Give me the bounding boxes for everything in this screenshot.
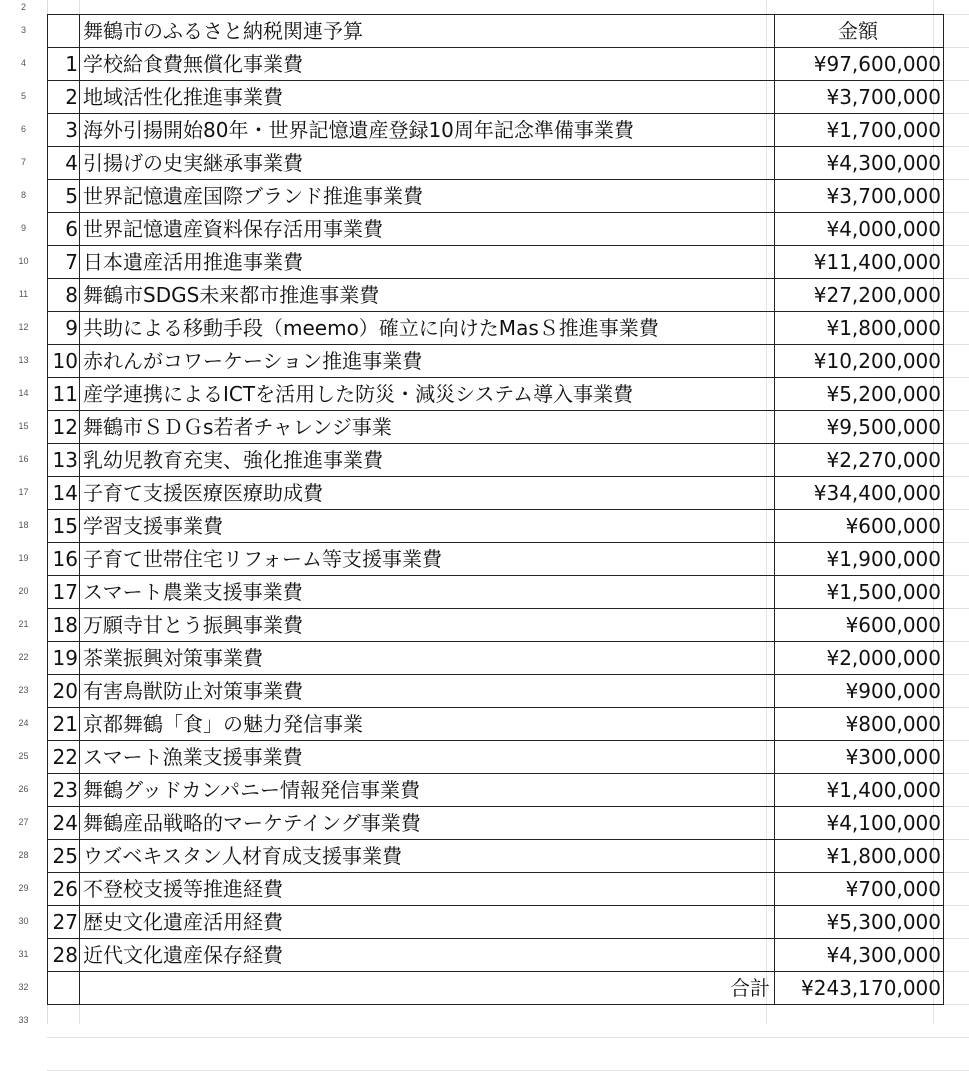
budget-table (47, 14, 944, 1005)
table-row (48, 906, 944, 939)
item-number-cell[interactable]: 12 (48, 411, 80, 444)
header-row (48, 15, 944, 48)
row-number[interactable]: 26 (18, 784, 29, 794)
item-name-cell[interactable]: 日本遺産活用推進事業費 (80, 246, 775, 279)
item-amount-cell[interactable]: ¥4,100,000 (775, 807, 944, 840)
row-number[interactable]: 2 (20, 2, 26, 12)
header-title-cell[interactable]: 舞鶴市のふるさと納税関連予算 (80, 15, 775, 48)
item-amount-cell[interactable]: ¥600,000 (775, 609, 944, 642)
row-number[interactable]: 14 (18, 388, 29, 398)
row-number[interactable]: 6 (20, 124, 26, 134)
item-amount-cell[interactable]: ¥27,200,000 (775, 279, 944, 312)
row-number[interactable]: 13 (18, 355, 29, 365)
item-amount-cell[interactable]: ¥3,700,000 (775, 180, 944, 213)
row-number[interactable]: 9 (20, 223, 26, 233)
row-number[interactable]: 23 (18, 685, 29, 695)
item-number-cell[interactable]: 16 (48, 543, 80, 576)
table-row (48, 246, 944, 279)
row-number[interactable]: 8 (20, 190, 26, 200)
row-number[interactable]: 12 (18, 322, 29, 332)
item-number-cell[interactable]: 26 (48, 873, 80, 906)
row-number[interactable]: 33 (18, 1015, 29, 1025)
item-amount-cell[interactable]: ¥600,000 (775, 510, 944, 543)
gridline (47, 1037, 969, 1038)
item-amount-cell[interactable]: ¥1,400,000 (775, 774, 944, 807)
item-name-cell[interactable]: 赤れんがコワーケーション推進事業費 (80, 345, 775, 378)
item-amount-cell[interactable]: ¥800,000 (775, 708, 944, 741)
table-row (48, 510, 944, 543)
table-row (48, 411, 944, 444)
item-number-cell[interactable]: 24 (48, 807, 80, 840)
item-amount-cell[interactable]: ¥11,400,000 (775, 246, 944, 279)
table-row (48, 642, 944, 675)
item-number-cell[interactable]: 19 (48, 642, 80, 675)
row-number[interactable]: 24 (18, 718, 29, 728)
item-amount-cell[interactable]: ¥1,700,000 (775, 114, 944, 147)
item-amount-cell[interactable]: ¥10,200,000 (775, 345, 944, 378)
item-amount-cell[interactable]: ¥2,270,000 (775, 444, 944, 477)
item-number-cell[interactable]: 6 (48, 213, 80, 246)
table-row (48, 114, 944, 147)
row-number[interactable]: 28 (18, 850, 29, 860)
item-name-cell[interactable]: 京都舞鶴「食」の魅力発信事業 (80, 708, 775, 741)
item-amount-cell[interactable]: ¥1,800,000 (775, 312, 944, 345)
item-amount-cell[interactable]: ¥300,000 (775, 741, 944, 774)
table-row (48, 741, 944, 774)
item-number-cell[interactable]: 25 (48, 840, 80, 873)
row-number[interactable]: 4 (20, 58, 26, 68)
item-amount-cell[interactable]: ¥5,200,000 (775, 378, 944, 411)
item-number-cell[interactable]: 11 (48, 378, 80, 411)
table-row (48, 774, 944, 807)
item-number-cell[interactable]: 17 (48, 576, 80, 609)
item-number-cell[interactable]: 28 (48, 939, 80, 972)
item-name-cell[interactable]: 万願寺甘とう振興事業費 (80, 609, 775, 642)
item-number-cell[interactable]: 4 (48, 147, 80, 180)
row-number[interactable]: 5 (20, 91, 26, 101)
row-number[interactable]: 10 (18, 256, 29, 266)
row-number[interactable]: 32 (18, 982, 29, 992)
table-row (48, 576, 944, 609)
item-number-cell[interactable]: 5 (48, 180, 80, 213)
item-number-cell[interactable]: 21 (48, 708, 80, 741)
item-name-cell[interactable]: 共助による移動手段（meemo）確立に向けたMasＳ推進事業費 (80, 312, 775, 345)
item-name-cell[interactable]: 子育て世帯住宅リフォーム等支援事業費 (80, 543, 775, 576)
item-name-cell[interactable]: 世界記憶遺産資料保存活用事業費 (80, 213, 775, 246)
header-number-cell[interactable] (48, 15, 80, 48)
item-number-cell[interactable]: 2 (48, 81, 80, 114)
item-number-cell[interactable]: 22 (48, 741, 80, 774)
item-name-cell[interactable]: ウズベキスタン人材育成支援事業費 (80, 840, 775, 873)
item-name-cell[interactable]: スマート漁業支援事業費 (80, 741, 775, 774)
item-amount-cell[interactable]: ¥2,000,000 (775, 642, 944, 675)
row-number[interactable]: 3 (20, 25, 26, 35)
item-amount-cell[interactable]: ¥1,900,000 (775, 543, 944, 576)
item-name-cell[interactable]: 引揚げの史実継承事業費 (80, 147, 775, 180)
item-name-cell[interactable]: 子育て支援医療医療助成費 (80, 477, 775, 510)
item-name-cell[interactable]: 乳幼児教育充実、強化推進事業費 (80, 444, 775, 477)
row-number[interactable]: 18 (18, 520, 29, 530)
row-number[interactable]: 19 (18, 553, 29, 563)
table-row (48, 48, 944, 81)
row-number[interactable]: 29 (18, 883, 29, 893)
item-name-cell[interactable]: 舞鶴市ＳＤＧs若者チャレンジ事業 (80, 411, 775, 444)
table-row (48, 345, 944, 378)
row-number[interactable]: 16 (18, 454, 29, 464)
item-name-cell[interactable]: 近代文化遺産保存経費 (80, 939, 775, 972)
table-row (48, 873, 944, 906)
item-number-cell[interactable]: 10 (48, 345, 80, 378)
table-row (48, 807, 944, 840)
row-number[interactable]: 31 (18, 949, 29, 959)
item-name-cell[interactable]: 舞鶴産品戦略的マーケテイング事業費 (80, 807, 775, 840)
table-row (48, 840, 944, 873)
item-name-cell[interactable]: 学習支援事業費 (80, 510, 775, 543)
table-row (48, 609, 944, 642)
item-amount-cell[interactable]: ¥1,500,000 (775, 576, 944, 609)
table-row (48, 708, 944, 741)
row-number[interactable]: 27 (18, 817, 29, 827)
item-number-cell[interactable]: 9 (48, 312, 80, 345)
table-row (48, 477, 944, 510)
row-number[interactable]: 15 (18, 421, 29, 431)
item-amount-cell[interactable]: ¥900,000 (775, 675, 944, 708)
item-number-cell[interactable]: 23 (48, 774, 80, 807)
row-number[interactable]: 7 (20, 157, 26, 167)
item-name-cell[interactable]: 学校給食費無償化事業費 (80, 48, 775, 81)
item-amount-cell[interactable]: ¥700,000 (775, 873, 944, 906)
total-label-cell[interactable]: 合計 (80, 972, 775, 1005)
table-row (48, 543, 944, 576)
table-row (48, 213, 944, 246)
item-name-cell[interactable]: 不登校支援等推進経費 (80, 873, 775, 906)
table-row (48, 180, 944, 213)
item-name-cell[interactable]: スマート農業支援事業費 (80, 576, 775, 609)
item-name-cell[interactable]: 舞鶴グッドカンパニー情報発信事業費 (80, 774, 775, 807)
row-number-gutter (0, 0, 48, 1024)
item-name-cell[interactable]: 有害鳥獣防止対策事業費 (80, 675, 775, 708)
item-name-cell[interactable]: 地域活性化推進事業費 (80, 81, 775, 114)
table-row (48, 939, 944, 972)
row-number[interactable]: 25 (18, 751, 29, 761)
item-number-cell[interactable]: 3 (48, 114, 80, 147)
item-number-cell[interactable]: 15 (48, 510, 80, 543)
item-name-cell[interactable]: 産学連携によるICTを活用した防災・減災システム導入事業費 (80, 378, 775, 411)
row-number[interactable]: 21 (18, 619, 29, 629)
table-row (48, 312, 944, 345)
row-number[interactable]: 11 (18, 289, 29, 299)
item-name-cell[interactable]: 歴史文化遺産活用経費 (80, 906, 775, 939)
item-number-cell[interactable]: 20 (48, 675, 80, 708)
table-row (48, 675, 944, 708)
item-amount-cell[interactable]: ¥3,700,000 (775, 81, 944, 114)
table-row (48, 147, 944, 180)
total-row (48, 972, 944, 1005)
row-number[interactable]: 20 (18, 586, 29, 596)
item-number-cell[interactable]: 13 (48, 444, 80, 477)
row-number[interactable]: 17 (18, 487, 29, 497)
item-number-cell[interactable]: 8 (48, 279, 80, 312)
row-number[interactable]: 22 (18, 652, 29, 662)
item-number-cell[interactable]: 14 (48, 477, 80, 510)
item-name-cell[interactable]: 茶業振興対策事業費 (80, 642, 775, 675)
table-row (48, 81, 944, 114)
item-number-cell[interactable]: 7 (48, 246, 80, 279)
item-number-cell[interactable]: 27 (48, 906, 80, 939)
total-amount-cell[interactable]: ¥243,170,000 (775, 972, 944, 1005)
header-amount-cell[interactable]: 金額 (775, 15, 944, 48)
item-amount-cell[interactable]: ¥5,300,000 (775, 906, 944, 939)
item-amount-cell[interactable]: ¥1,800,000 (775, 840, 944, 873)
table-row (48, 378, 944, 411)
total-blank-cell[interactable] (48, 972, 80, 1005)
item-amount-cell[interactable]: ¥4,000,000 (775, 213, 944, 246)
item-amount-cell[interactable]: ¥4,300,000 (775, 147, 944, 180)
item-number-cell[interactable]: 18 (48, 609, 80, 642)
table-row (48, 279, 944, 312)
item-name-cell[interactable]: 世界記憶遺産国際ブランド推進事業費 (80, 180, 775, 213)
row-number[interactable]: 30 (18, 916, 29, 926)
item-name-cell[interactable]: 舞鶴市SDGS未来都市推進事業費 (80, 279, 775, 312)
item-amount-cell[interactable]: ¥4,300,000 (775, 939, 944, 972)
item-amount-cell[interactable]: ¥97,600,000 (775, 48, 944, 81)
item-name-cell[interactable]: 海外引揚開始80年・世界記憶遺産登録10周年記念準備事業費 (80, 114, 775, 147)
table-row (48, 444, 944, 477)
item-amount-cell[interactable]: ¥9,500,000 (775, 411, 944, 444)
item-amount-cell[interactable]: ¥34,400,000 (775, 477, 944, 510)
item-number-cell[interactable]: 1 (48, 48, 80, 81)
